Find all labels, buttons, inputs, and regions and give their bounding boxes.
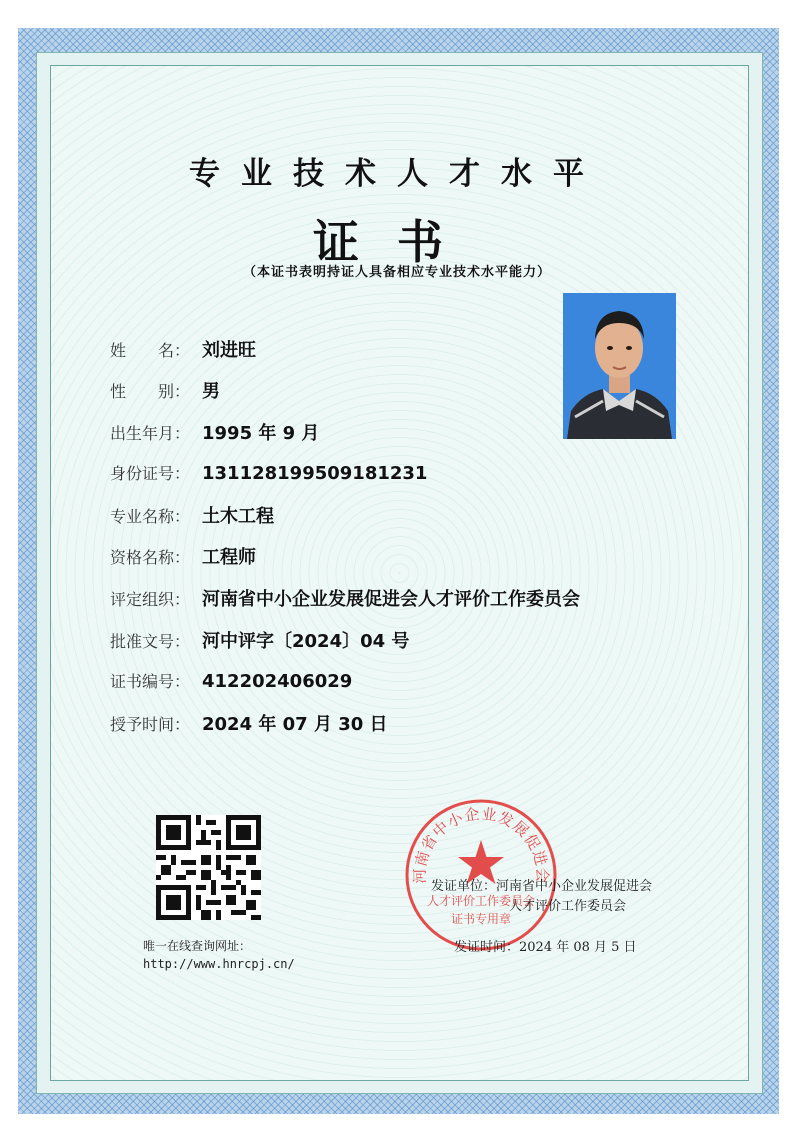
field-row-name — [110, 336, 256, 366]
certificate-title-line1: 专业技术人才水平 — [189, 156, 605, 192]
field-row-organization — [110, 585, 580, 615]
field-row-id-number — [110, 461, 427, 491]
field-label-qualification: 资格名称： — [110, 548, 191, 567]
seal-ring-text: 河南省中小企业发展促进会 — [410, 804, 552, 884]
seal-bottom-text: 证书专用章 — [450, 912, 512, 926]
field-value-approval-number: 河中评字〔2024〕04 号 — [202, 631, 410, 652]
issuer-line2: 人才评价工作委员会 — [509, 899, 627, 914]
field-label-major: 专业名称： — [110, 507, 191, 526]
field-label-award-date: 授予时间： — [110, 715, 191, 734]
field-value-organization: 河南省中小企业发展促进会人才评价工作委员会 — [202, 589, 580, 610]
field-label-id-number: 身份证号： — [110, 464, 191, 483]
field-value-name: 刘进旺 — [202, 340, 256, 361]
field-value-gender: 男 — [202, 381, 220, 402]
field-label-name: 姓 名： — [110, 341, 191, 360]
field-row-birth — [110, 419, 319, 449]
field-row-approval-number — [110, 627, 409, 657]
field-row-gender — [110, 377, 220, 407]
holder-photo — [563, 293, 676, 439]
issuer-line1: 发证单位：河南省中小企业发展促进会 — [431, 879, 653, 894]
field-value-qualification: 工程师 — [202, 547, 256, 568]
field-value-birth: 1995 年 9 月 — [202, 423, 320, 444]
field-label-certificate-number: 证书编号： — [110, 672, 191, 691]
field-value-certificate-number: 412202406029 — [202, 671, 353, 692]
verification-url-link[interactable]: http://www.hnrcpj.cn/ — [143, 957, 295, 971]
verification-qr-code[interactable] — [156, 815, 261, 920]
certificate-subtitle: （本证书表明持证人具备相应专业技术水平能力） — [242, 265, 551, 280]
field-value-award-date: 2024 年 07 月 30 日 — [202, 714, 388, 735]
field-label-organization: 评定组织： — [110, 590, 191, 609]
field-label-gender: 性 别： — [110, 382, 191, 401]
verification-label: 唯一在线查询网址： — [143, 939, 252, 953]
field-value-major: 土木工程 — [202, 506, 274, 527]
issue-date: 发证时间：2024 年 08 月 5 日 — [454, 940, 637, 955]
field-value-id-number: 131128199509181231 — [202, 463, 428, 484]
field-row-certificate-number — [110, 669, 352, 699]
field-label-birth: 出生年月： — [110, 424, 191, 443]
field-row-award-date — [110, 710, 388, 740]
field-label-approval-number: 批准文号： — [110, 632, 191, 651]
field-row-major — [110, 502, 274, 532]
certificate-title-line2: 证书 — [313, 215, 481, 269]
field-row-qualification — [110, 543, 256, 573]
seal-inner-text: 人才评价工作委员会 — [426, 894, 536, 908]
